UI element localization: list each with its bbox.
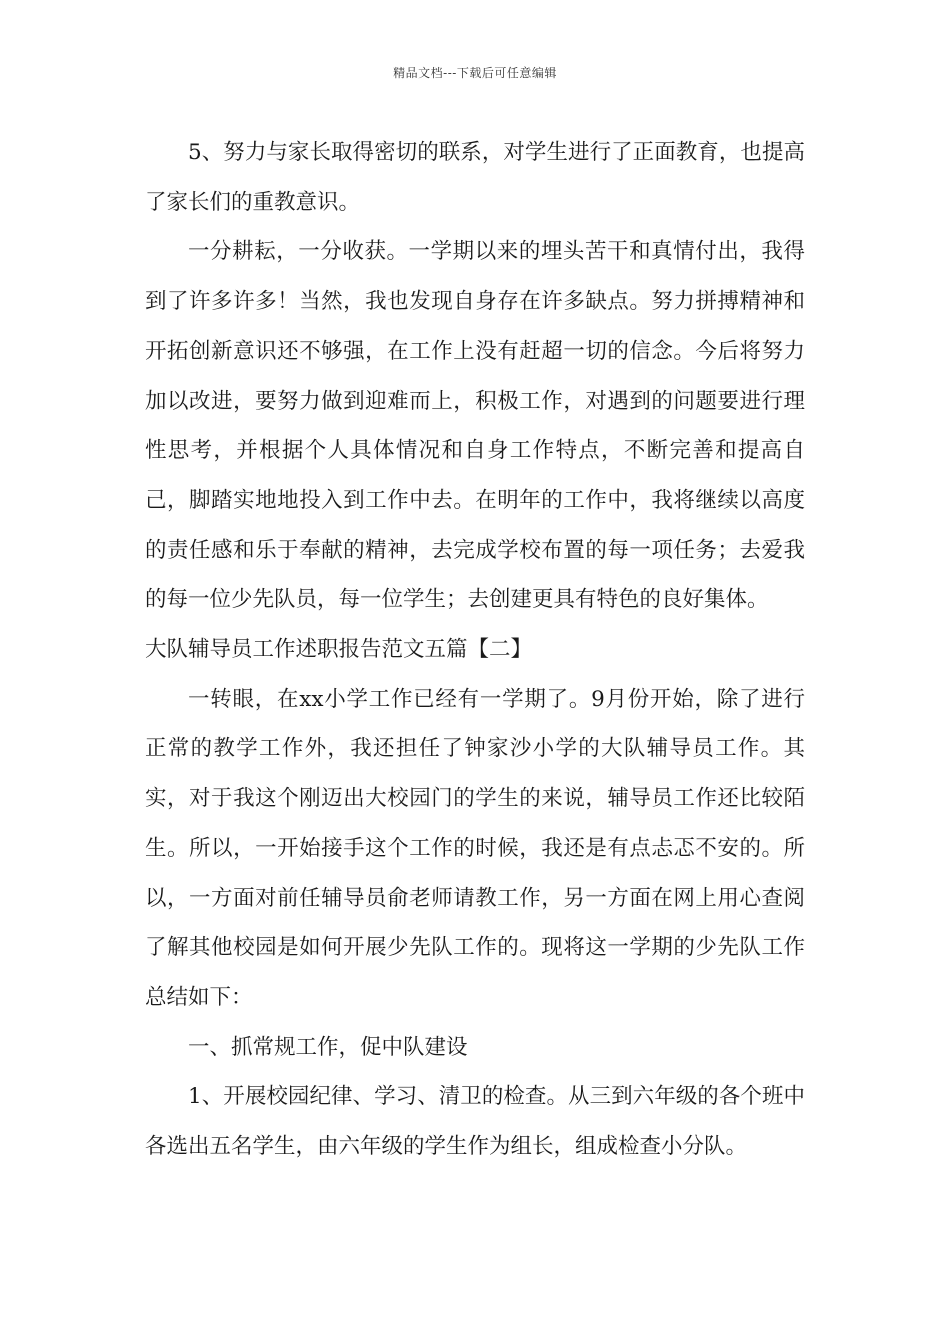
section-heading: 大队辅导员工作述职报告范文五篇【二】 bbox=[145, 637, 533, 663]
paragraph-item-1: 1、开展校园纪律、学习、清卫的检查。从三到六年级的各个班中各选出五名学生，由六年级的学生作为组长，组成检查小分队。 bbox=[145, 1084, 805, 1160]
page-header: 精品文档---下载后可任意编辑 bbox=[393, 66, 557, 80]
paragraph-conclusion: 一分耕耘，一分收获。一学期以来的埋头苦干和真情付出，我得到了许多许多！当然，我也发现自身存在许多缺点。努力拼搏精神和开拓创新意识还不够强，在工作上没有赶超一切的信念。今后将努力加以改进，要努力做到迎难而上，积极工作，对遇到的问题要进行理性思考，并根据个人具体情况和自身工作特点，不断完善和提高自己，脚踏实地地投入到工作中去。在明年的工作中，我将继续以高度的责任感和乐于奉献的精神，去完成学校布置的每一项任务；去爱我的每一位少先队员，每一位学生；去创建更具有特色的良好集体。 bbox=[145, 239, 805, 613]
paragraph-item-5: 5、努力与家长取得密切的联系，对学生进行了正面教育，也提高了家长们的重教意识。 bbox=[145, 140, 805, 215]
document-body bbox=[145, 128, 805, 1172]
paragraph-intro: 一转眼，在xx小学工作已经有一学期了。9月份开始，除了进行正常的教学工作外，我还担任了钟家沙小学的大队辅导员工作。其实，对于我这个刚迈出大校园门的学生的来说，辅导员工作还比较陌生。所以，一开始接手这个工作的时候，我还是有点忐忑不安的。所以，一方面对前任辅导员俞老师请教工作，另一方面在网上用心查阅了解其他校园是如何开展少先队工作的。现将这一学期的少先队工作总结如下： bbox=[145, 686, 805, 1010]
subheading-routine-work: 一、抓常规工作，促中队建设 bbox=[188, 1034, 468, 1060]
